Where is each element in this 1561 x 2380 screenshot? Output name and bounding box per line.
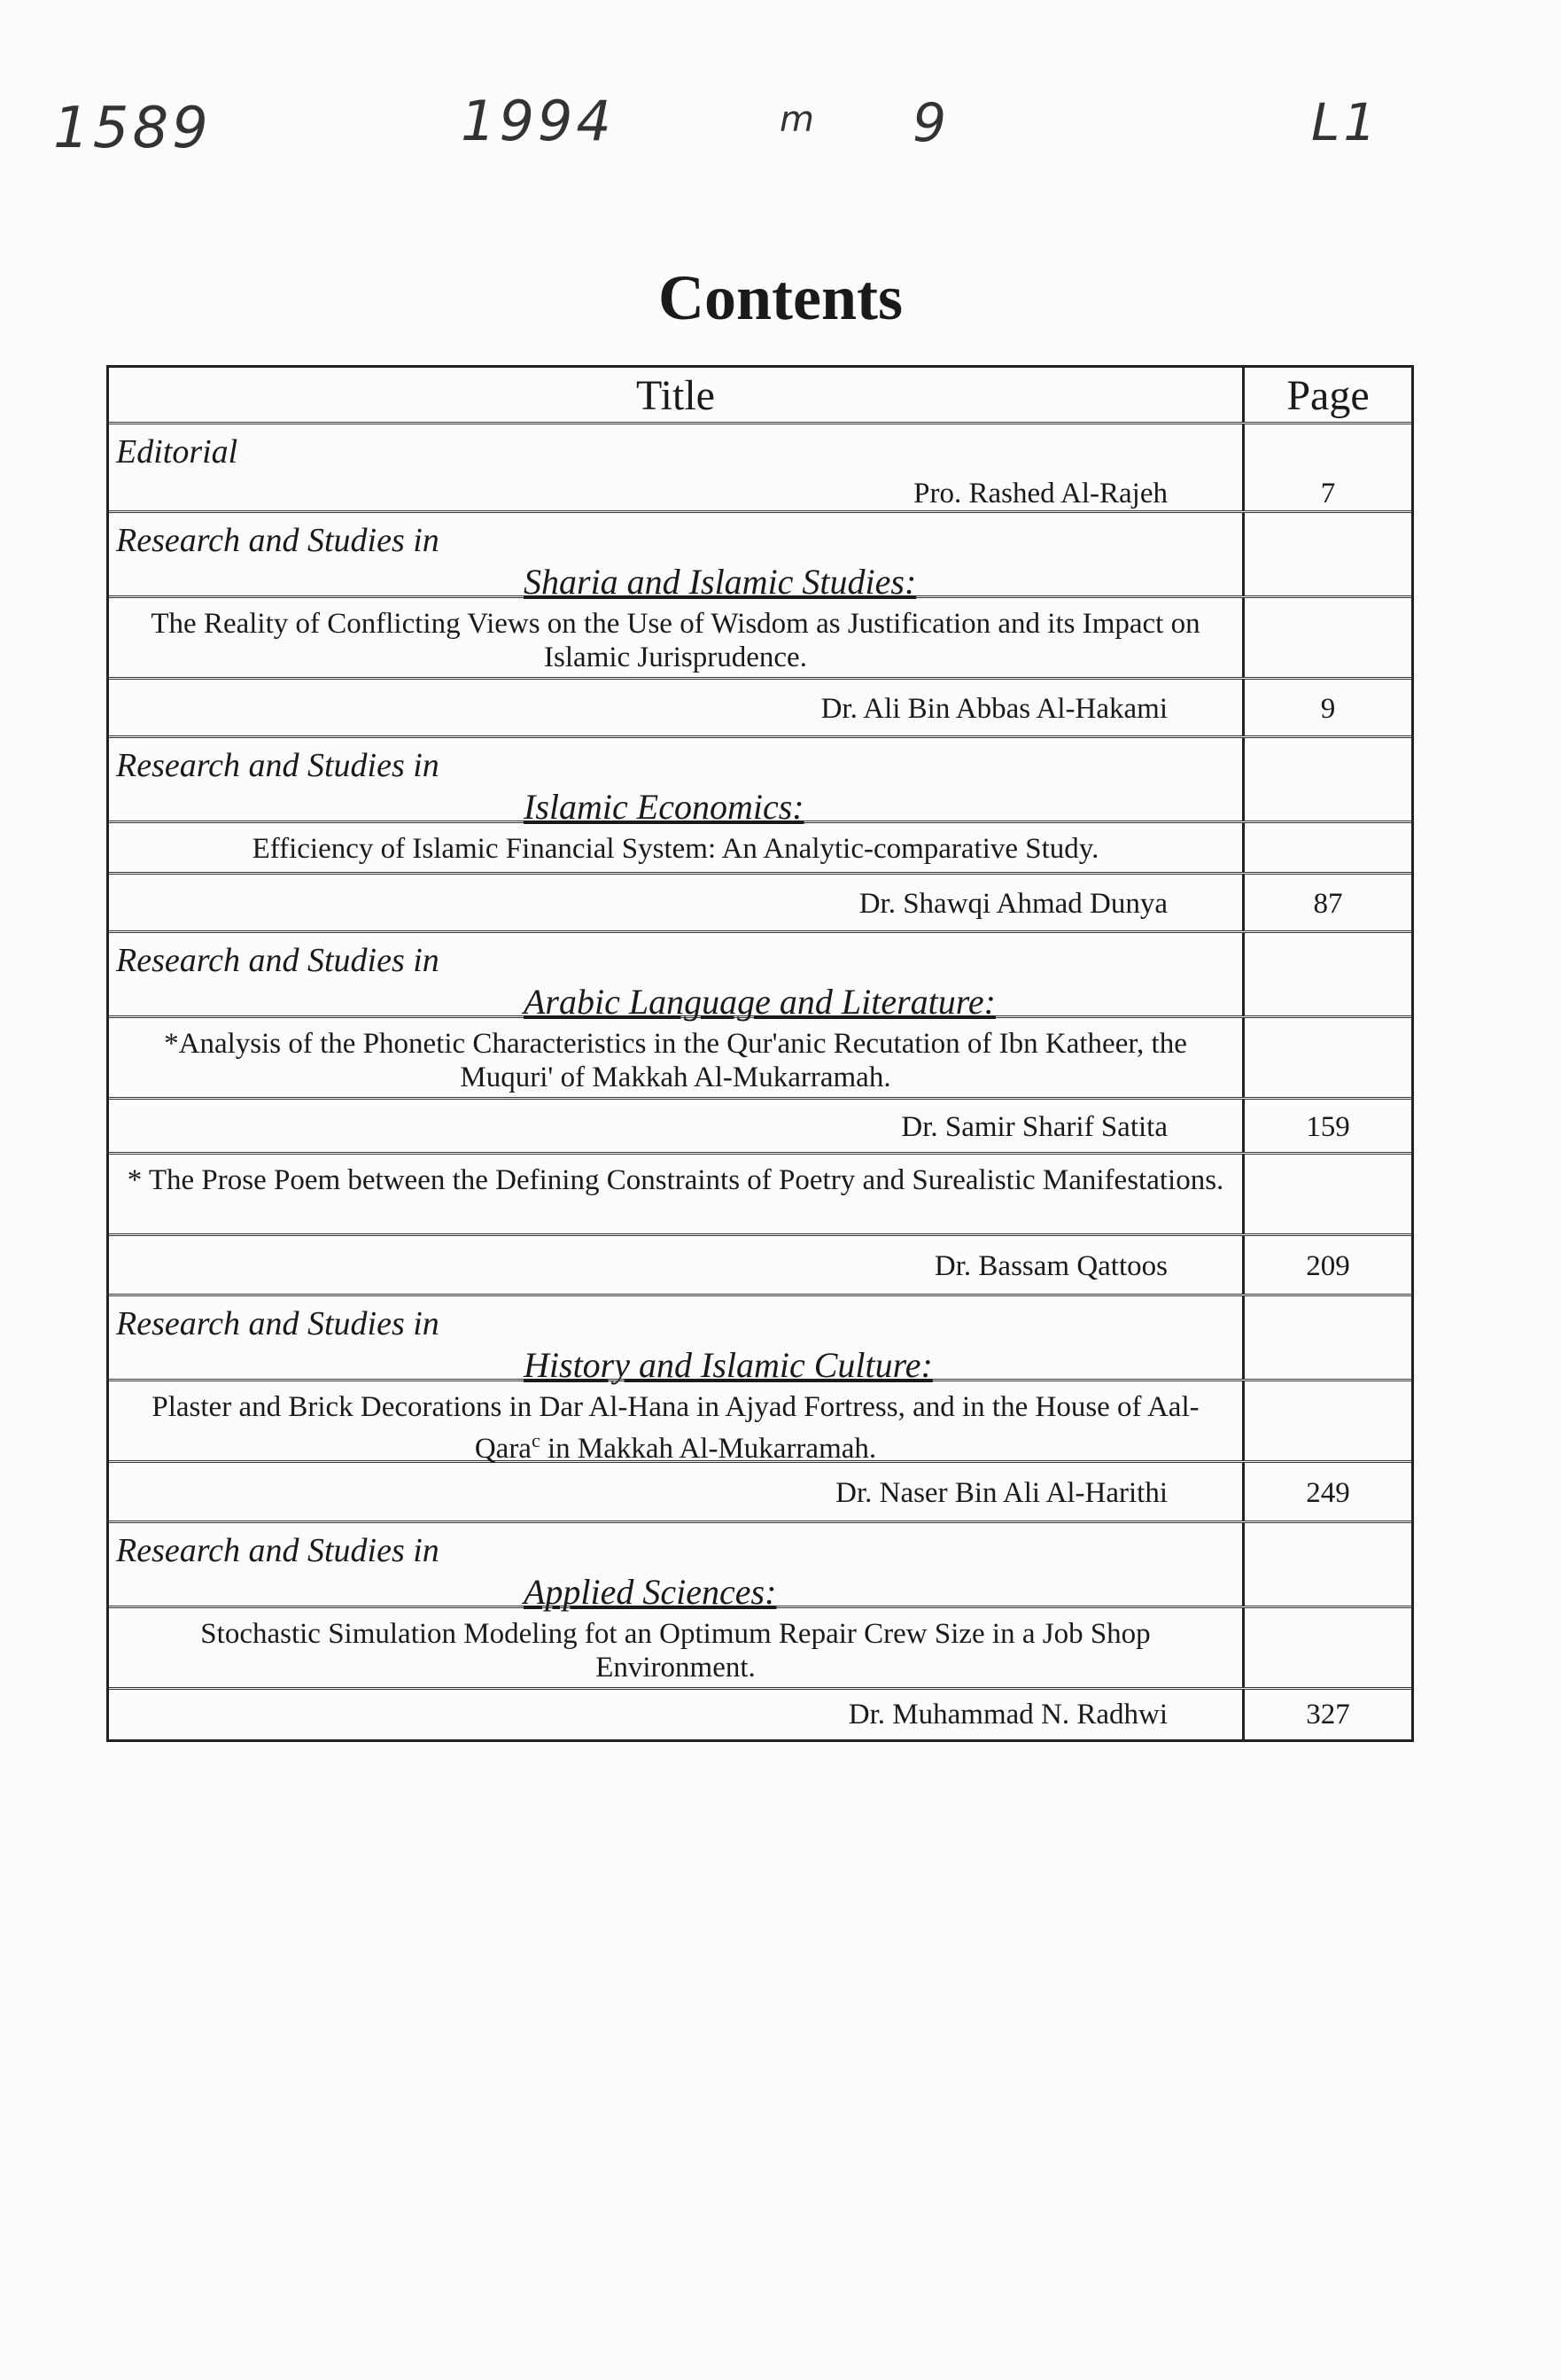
editorial-page	[1245, 424, 1411, 510]
section-label: Research and Studies in	[116, 1305, 439, 1342]
handwritten-note-code: L1	[1311, 92, 1380, 152]
section-heading-arabic	[109, 933, 1245, 1022]
section-heading-row	[109, 513, 1411, 602]
section-heading-row	[109, 738, 1411, 827]
editorial-label: Editorial	[116, 433, 238, 471]
section-heading-applied-sciences	[109, 1523, 1245, 1612]
editorial-row	[109, 424, 1411, 513]
column-header-page: Page	[1286, 372, 1370, 419]
article-title-row	[109, 823, 1411, 875]
handwritten-note-year: 1994	[461, 89, 615, 153]
empty-page-cell	[1245, 1608, 1411, 1687]
article-author: Dr. Ali Bin Abbas Al-Hakami	[109, 680, 1245, 735]
empty-page-cell	[1245, 823, 1411, 872]
article-author-row	[109, 1236, 1411, 1296]
editorial-author: Pro. Rashed Al-Rajeh	[913, 478, 1168, 509]
empty-page-cell	[1245, 1381, 1411, 1460]
article-title-row	[109, 1018, 1411, 1100]
section-heading-row	[109, 1296, 1411, 1385]
column-header-title: Title	[109, 368, 1245, 422]
section-subject: Applied Sciences:	[524, 1572, 777, 1612]
article-title: Efficiency of Islamic Financial System: An Analytic-comparative Study.	[109, 823, 1245, 872]
article-author: Dr. Samir Sharif Satita	[109, 1100, 1245, 1152]
article-title: * The Prose Poem between the Defining Constraints of Poetry and Surealistic Manifestations.	[109, 1155, 1245, 1233]
empty-page-cell	[1245, 1155, 1411, 1233]
section-heading-history	[109, 1296, 1245, 1385]
article-title-tail: in Makkah Al-Mukarramah.	[540, 1433, 877, 1465]
section-label: Research and Studies in	[116, 747, 439, 784]
empty-page-cell	[1245, 1018, 1411, 1097]
editorial-page-number: 7	[1320, 478, 1336, 509]
article-author-row	[109, 1690, 1411, 1739]
section-subject: Islamic Economics:	[524, 787, 804, 827]
contents-table	[106, 365, 1414, 1742]
section-subject: History and Islamic Culture:	[524, 1345, 933, 1385]
article-page: 9	[1320, 693, 1336, 725]
table-header-row	[109, 368, 1411, 424]
bleed-through-ghost	[1028, 1737, 1417, 2197]
article-author-row	[109, 875, 1411, 933]
page-title: Contents	[657, 262, 903, 334]
handwritten-note-issue: 9	[913, 92, 951, 154]
section-subject: Arabic Language and Literature:	[524, 982, 996, 1022]
empty-page-cell	[1245, 933, 1411, 1015]
article-author-row	[109, 1463, 1411, 1523]
article-title-row	[109, 1381, 1411, 1463]
article-page: 87	[1313, 888, 1343, 920]
article-page: 249	[1306, 1477, 1350, 1509]
empty-page-cell	[1245, 1523, 1411, 1606]
section-label: Research and Studies in	[116, 1532, 439, 1569]
article-title	[109, 1381, 1245, 1465]
article-page: 327	[1306, 1699, 1350, 1731]
article-author-row	[109, 680, 1411, 738]
empty-page-cell	[1245, 1296, 1411, 1379]
section-subject: Sharia and Islamic Studies:	[524, 562, 917, 602]
article-title-text: Plaster and Brick Decorations in Dar Al-Hana in Ajyad Fortress, and in the House of Aal-Qara	[151, 1391, 1200, 1465]
article-author: Dr. Bassam Qattoos	[109, 1236, 1245, 1294]
editorial-cell	[109, 424, 1245, 510]
section-heading-row	[109, 933, 1411, 1022]
section-heading-sharia	[109, 513, 1245, 602]
empty-page-cell	[1245, 513, 1411, 595]
article-title-row	[109, 1155, 1411, 1236]
article-title-row	[109, 598, 1411, 680]
article-page: 209	[1306, 1250, 1350, 1282]
article-title: Stochastic Simulation Modeling fot an Optimum Repair Crew Size in a Job Shop Environment.	[109, 1608, 1245, 1687]
handwritten-note-abbrev: m	[780, 99, 818, 140]
article-author: Dr. Shawqi Ahmad Dunya	[109, 875, 1245, 930]
section-label: Research and Studies in	[116, 942, 439, 979]
article-title: *Analysis of the Phonetic Characteristics in the Qur'anic Recutation of Ibn Katheer, the Muquri' of Makkah Al-Mukarramah.	[109, 1018, 1245, 1097]
handwritten-note-serial: 1589	[53, 96, 212, 161]
section-heading-economics	[109, 738, 1245, 827]
article-title-superscript: c	[531, 1429, 540, 1451]
empty-page-cell	[1245, 598, 1411, 677]
section-label: Research and Studies in	[116, 522, 439, 559]
section-heading-row	[109, 1523, 1411, 1612]
article-author-row	[109, 1100, 1411, 1155]
article-page: 159	[1306, 1111, 1350, 1143]
empty-page-cell	[1245, 738, 1411, 821]
article-title: The Reality of Conflicting Views on the Use of Wisdom as Justification and its Impact on Islamic Jurisprudence.	[109, 598, 1245, 677]
article-author: Dr. Naser Bin Ali Al-Harithi	[109, 1463, 1245, 1521]
article-author: Dr. Muhammad N. Radhwi	[109, 1690, 1245, 1739]
article-title-row	[109, 1608, 1411, 1690]
